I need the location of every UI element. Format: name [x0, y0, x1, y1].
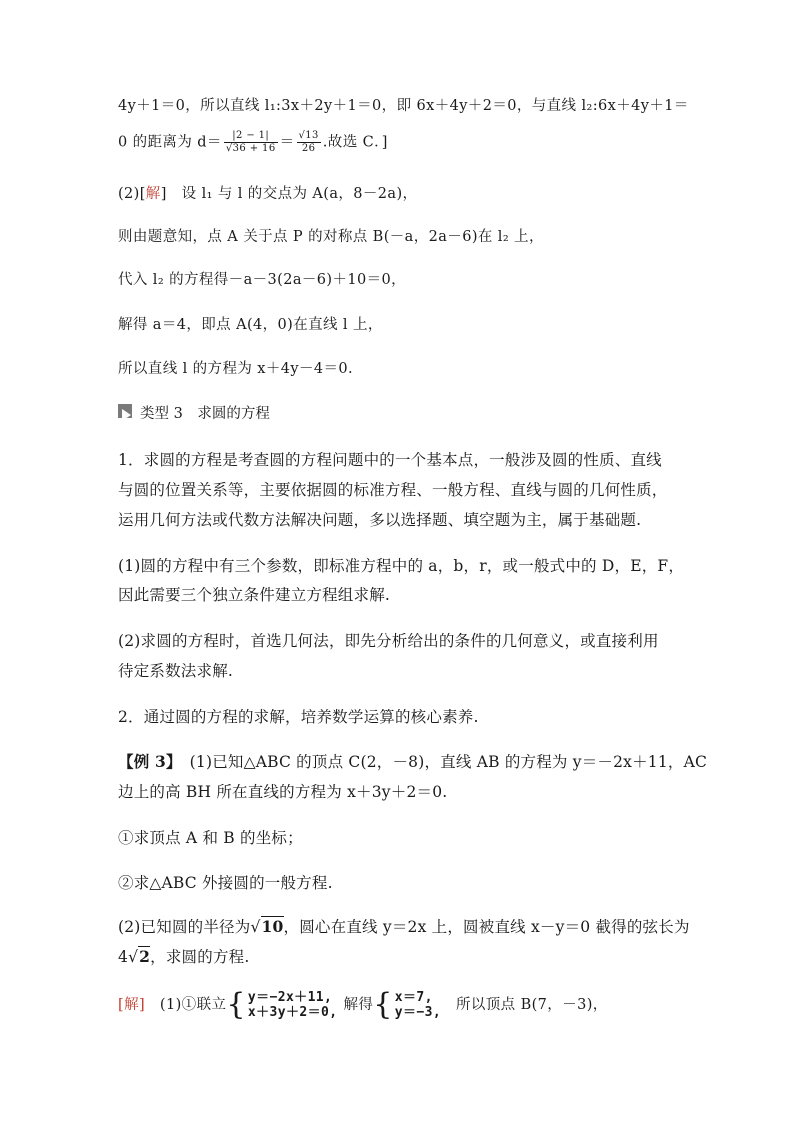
part2-text: 设 l₁ 与 l 的交点为 A(a，8－2a)，	[166, 186, 418, 202]
part2-text: 则由题意知，点 A 关于点 P 的对称点 B(－a，2a－6)在 l₂ 上，	[118, 229, 544, 245]
part2-line-4	[118, 313, 383, 337]
part2-text: 所以直线 l 的方程为 x＋4y－4＝0.	[118, 361, 354, 377]
content-text: (2)求圆的方程时，首选几何法，即先分析给出的条件的几何意义，或直接利用	[118, 632, 659, 650]
content-line	[118, 508, 641, 532]
example-question-2	[118, 871, 333, 895]
content-text: 待定系数法求解.	[118, 662, 234, 680]
content-text: 运用几何方法或代数方法解决问题，多以选择题、填空题为主，属于基础题.	[118, 511, 642, 529]
solution-label: 解	[124, 997, 139, 1013]
content-text: 因此需要三个独立条件建立方程组求解.	[118, 586, 391, 604]
solution-text: 解得	[343, 997, 374, 1013]
example-line-1	[118, 750, 707, 774]
label-bracket: [	[118, 997, 125, 1013]
example-text: ，求圆的方程.	[150, 948, 250, 966]
solution3-line	[118, 988, 608, 1022]
solution-text: 所以顶点 B(7，－3)，	[441, 997, 608, 1013]
equation-system-2	[395, 990, 441, 1020]
play-triangle-icon	[118, 404, 132, 418]
distance-prefix: 0 的距离为 d＝	[118, 134, 222, 151]
distance-fraction-1	[224, 130, 278, 155]
system-row: y＝−3,	[394, 1005, 442, 1020]
example-text: ②求△ABC 外接圆的一般方程.	[118, 874, 333, 892]
example-text: (1)已知△ABC 的顶点 C(2，－8)，直线 AB 的方程为 y＝－2x＋11，AC	[173, 753, 708, 771]
section-type-label: 类型 3	[140, 406, 183, 422]
content-line	[118, 659, 233, 683]
part2-line-5	[118, 357, 353, 381]
fraction-numerator: |2 − 1|	[224, 130, 278, 143]
left-brace-icon: {	[226, 987, 246, 1022]
square-root-icon: √	[250, 918, 261, 936]
example-part2-line-2	[118, 945, 249, 969]
fraction-denominator: √36 + 16	[225, 143, 276, 154]
part2-text: 解得 a＝4，即点 A(4，0)在直线 l 上，	[118, 317, 383, 333]
left-brace-icon: {	[373, 987, 393, 1022]
solution-line-distance	[118, 130, 388, 155]
system-row: x＋3y＋2＝0,	[247, 1005, 338, 1020]
example-text: 边上的高 BH 所在直线的方程为 x＋3y＋2＝0.	[118, 783, 448, 801]
solution-text: 4y＋1＝0，所以直线 l₁:3x＋2y＋1＝0，即 6x＋4y＋2＝0，与直线 l₂:6x＋4y＋1＝	[118, 98, 689, 114]
content-line	[118, 705, 479, 729]
content-text: 1．求圆的方程是考查圆的方程问题中的一个基本点，一般涉及圆的性质、直线	[118, 451, 662, 469]
content-line	[118, 478, 668, 502]
fraction-denominator: 26	[301, 143, 316, 154]
content-line	[118, 448, 662, 472]
content-text: 与圆的位置关系等，主要依据圆的标准方程、一般方程、直线与圆的几何性质，	[118, 481, 668, 499]
example-tag: 【例 3】	[118, 752, 174, 771]
example-text: ①求顶点 A 和 B 的坐标；	[118, 829, 303, 847]
example-line-2	[118, 780, 447, 804]
system-row: x＝7,	[394, 990, 433, 1005]
content-text: (1)圆的方程中有三个参数，即标准方程中的 a，b，r，或一般式中的 D，E，F，	[118, 557, 685, 575]
fraction-numerator: √13	[298, 130, 319, 141]
system-row: y＝−2x＋11,	[247, 990, 333, 1005]
radicand: 2	[139, 947, 151, 966]
section-title: 求圆的方程	[197, 406, 270, 422]
section-heading	[118, 402, 270, 426]
label-bracket: ]	[160, 186, 167, 202]
part2-line-3	[118, 268, 406, 292]
part2-text: 代入 l₂ 的方程得－a－3(2a－6)＋10＝0，	[118, 272, 407, 288]
example-text: ，圆心在直线 y＝2x 上，圆被直线 x－y＝0 截得的弦长为	[283, 918, 690, 936]
radicand: 10	[261, 917, 284, 936]
part2-line-1	[118, 182, 417, 206]
solution-text: (1)①联立	[145, 997, 227, 1013]
content-line	[118, 554, 684, 578]
example-text: (2)已知圆的半径为	[118, 918, 251, 936]
example-text: 4	[118, 948, 129, 966]
content-text: 2．通过圆的方程的求解，培养数学运算的核心素养.	[118, 708, 479, 726]
square-root-icon: √	[128, 948, 139, 966]
content-line	[118, 583, 390, 607]
equals-sign: ＝	[279, 134, 295, 151]
solution-label: 解	[145, 186, 161, 202]
label-bracket: (2)[	[118, 186, 146, 202]
distance-suffix: .故选 C．]	[322, 134, 388, 151]
equation-system-1	[248, 990, 338, 1020]
label-bracket: ]	[138, 997, 146, 1013]
part2-line-2	[118, 225, 544, 249]
solution-line	[118, 94, 689, 118]
distance-fraction-2	[297, 130, 321, 155]
example-question-1	[118, 826, 303, 850]
example-part2-line-1	[118, 915, 690, 939]
content-line	[118, 629, 659, 653]
